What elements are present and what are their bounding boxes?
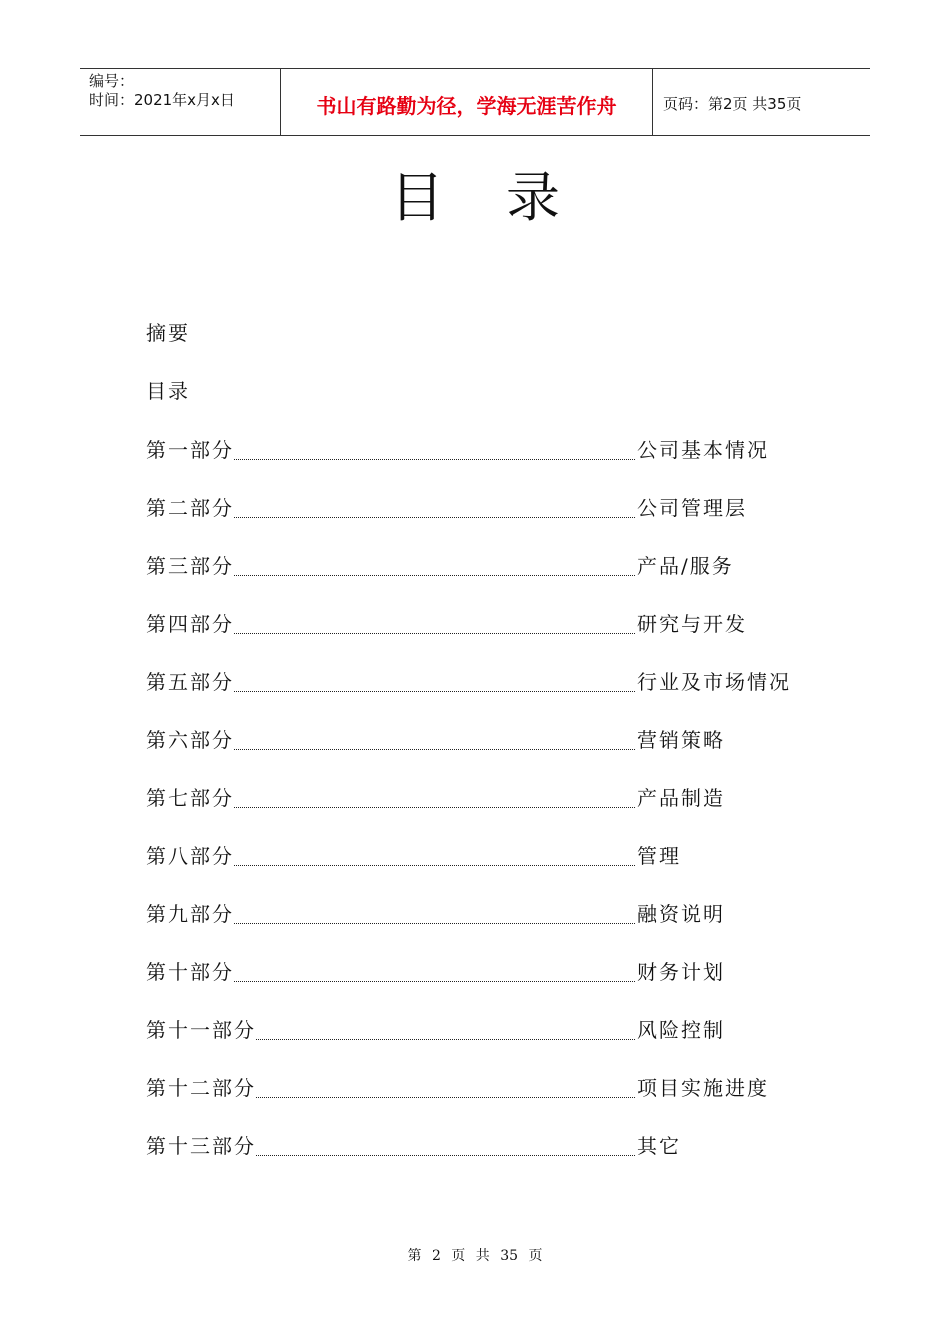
toc-row: [146, 1075, 826, 1101]
toc-row: [146, 495, 826, 521]
toc-row: [146, 843, 826, 869]
toc-section-title: 营销策略: [637, 728, 725, 752]
page-title-char-1: 目: [390, 166, 444, 229]
page-title: [0, 163, 950, 233]
header-meta-cell: [80, 69, 281, 135]
toc-part-label: 第五部分: [146, 670, 234, 694]
toc-section-title: 项目实施进度: [637, 1076, 769, 1100]
toc-part-label: 第十二部分: [146, 1076, 256, 1100]
intro-line-contents: 目录: [146, 379, 190, 403]
toc-leader-dots: [234, 807, 635, 808]
toc-section-title: 产品/服务: [637, 554, 734, 578]
toc-section-title: 产品制造: [637, 786, 725, 810]
toc-leader-dots: [256, 1155, 635, 1156]
toc-part-label: 第十部分: [146, 960, 234, 984]
toc-row: [146, 437, 826, 463]
toc-section-title: 融资说明: [637, 902, 725, 926]
toc-row: [146, 959, 826, 985]
toc-part-label: 第八部分: [146, 844, 234, 868]
page-footer: 第 2 页 共 35 页: [407, 1248, 543, 1264]
toc-leader-dots: [234, 633, 635, 634]
header-page-cell: [653, 69, 870, 135]
toc-leader-dots: [234, 749, 635, 750]
header-slogan: 书山有路勤为径，学海无涯苦作舟: [316, 93, 617, 118]
toc-section-title: 公司管理层: [637, 496, 747, 520]
toc-part-label: 第三部分: [146, 554, 234, 578]
toc-row: [146, 669, 826, 695]
header-page-code: 页码：第2页 共35页: [663, 94, 802, 113]
toc-section-title: 风险控制: [637, 1018, 725, 1042]
intro-line-abstract: 摘要: [146, 321, 190, 345]
toc-part-label: 第一部分: [146, 438, 234, 462]
toc-part-label: 第十一部分: [146, 1018, 256, 1042]
document-time-label: 时间：2021年x月x日: [89, 91, 235, 109]
document-number-label: 编号：: [89, 72, 135, 90]
toc-part-label: 第四部分: [146, 612, 234, 636]
header-slogan-cell: [281, 69, 653, 135]
toc-leader-dots: [234, 517, 635, 518]
toc-leader-dots: [234, 459, 635, 460]
toc-section-title: 行业及市场情况: [637, 670, 791, 694]
toc-section-title: 研究与开发: [637, 612, 747, 636]
toc-leader-dots: [234, 981, 635, 982]
toc-row: [146, 901, 826, 927]
toc-part-label: 第九部分: [146, 902, 234, 926]
toc-leader-dots: [256, 1097, 635, 1098]
toc-part-label: 第二部分: [146, 496, 234, 520]
toc-section-title: 财务计划: [637, 960, 725, 984]
toc-leader-dots: [234, 691, 635, 692]
toc-leader-dots: [234, 923, 635, 924]
toc-section-title: 公司基本情况: [637, 438, 769, 462]
toc-row: [146, 553, 826, 579]
toc-row: [146, 785, 826, 811]
toc-row: [146, 611, 826, 637]
toc-row: [146, 727, 826, 753]
toc-leader-dots: [256, 1039, 635, 1040]
header-table: [80, 68, 870, 136]
toc-row: [146, 1017, 826, 1043]
page-title-char-2: 录: [506, 166, 560, 229]
toc-leader-dots: [234, 575, 635, 576]
toc-part-label: 第七部分: [146, 786, 234, 810]
toc-row: [146, 1133, 826, 1159]
toc-leader-dots: [234, 865, 635, 866]
toc-part-label: 第六部分: [146, 728, 234, 752]
toc-section-title: 其它: [637, 1134, 681, 1158]
toc-part-label: 第十三部分: [146, 1134, 256, 1158]
toc-section-title: 管理: [637, 844, 681, 868]
